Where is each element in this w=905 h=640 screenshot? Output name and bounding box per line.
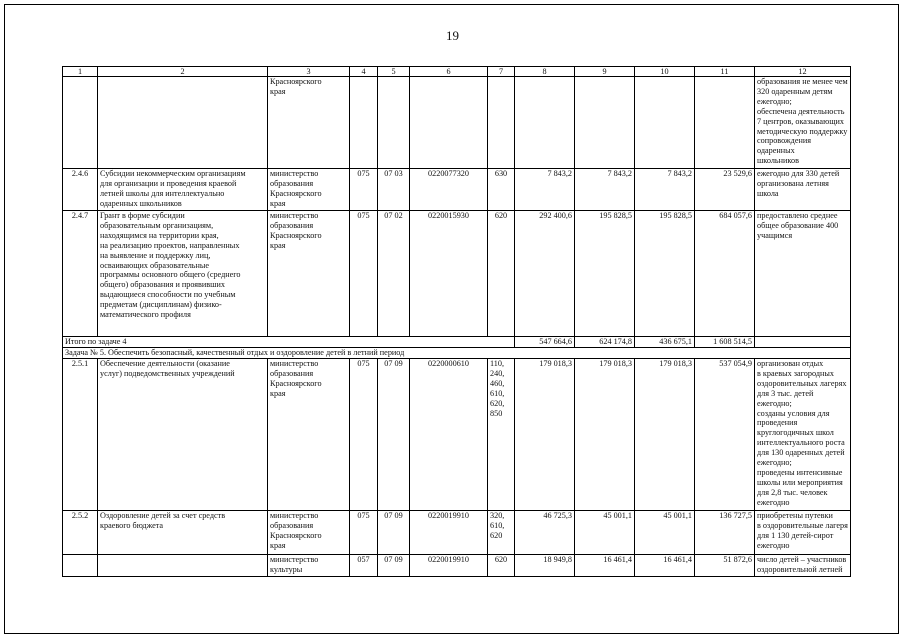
result-cell: предоставлено среднее общее образование 400 учащимся: [755, 211, 851, 337]
year3-amount: 179 018,3: [635, 359, 695, 511]
col-number: 3: [268, 67, 350, 77]
year1-amount: 7 843,2: [515, 169, 575, 211]
col-number: 5: [378, 67, 410, 77]
year1-amount: 18 949,8: [515, 555, 575, 577]
measure-name: Субсидии некоммерческим организациям для организации и проведения краевой летней школы для интеллектуально одаренных школьников: [98, 169, 268, 211]
task-heading-row: [63, 348, 851, 359]
page-number: 19: [446, 28, 459, 43]
year2-amount: 179 018,3: [575, 359, 635, 511]
col-number: 7: [488, 67, 515, 77]
col-number: 4: [350, 67, 378, 77]
year3-amount: 16 461,4: [635, 555, 695, 577]
year1-amount: 547 664,6: [515, 337, 575, 348]
total-amount: 136 727,5: [695, 511, 755, 555]
total-amount: 51 872,6: [695, 555, 755, 577]
measure-name: Грант в форме субсидии образовательным организациям, находящимся на территории края, на реализацию проектов, направленных на выявление и поддержку лиц, осваивающих образовательные программы основного общего (среднего общего) образования и проявивших выдающиеся способности по учебным предметам (дисциплинам) физико- математического профиля: [98, 211, 268, 337]
col-number: 6: [410, 67, 488, 77]
csr-code: 0220015930: [410, 211, 488, 337]
result-cell: организован отдых в краевых загородных оздоровительных лагерях для 3 тыс. детей ежегодно; созданы условия для проведения круглогодичных школ интеллектуального роста для 130 одаренных детей ежегодно; проведены интенсивные школы или мероприятия для 2,8 тыс. человек ежегодно: [755, 359, 851, 511]
executor-cell: министерство культуры: [268, 555, 350, 577]
col-number: 11: [695, 67, 755, 77]
column-numbers-row: [63, 67, 851, 77]
year2-amount: 624 174,8: [575, 337, 635, 348]
vr-code: 630: [488, 169, 515, 211]
rzpr-code: 07 02: [378, 211, 410, 337]
row-number: 2.5.1: [63, 359, 98, 511]
csr-code: 0220000610: [410, 359, 488, 511]
csr-code: 0220077320: [410, 169, 488, 211]
rzpr-code: 07 03: [378, 169, 410, 211]
total-amount: 1 608 514,5: [695, 337, 755, 348]
year2-amount: 7 843,2: [575, 169, 635, 211]
rzpr-code: 07 09: [378, 359, 410, 511]
year2-amount: 195 828,5: [575, 211, 635, 337]
year3-amount: 195 828,5: [635, 211, 695, 337]
col-number: 8: [515, 67, 575, 77]
col-number: 2: [98, 67, 268, 77]
executor-cell: министерство образования Красноярского края: [268, 211, 350, 337]
table-row: [63, 77, 851, 169]
col-number: 1: [63, 67, 98, 77]
csr-code: 0220019910: [410, 555, 488, 577]
result-cell: приобретены путевки в оздоровительные лагеря для 1 130 детей-сирот ежегодно: [755, 511, 851, 555]
year1-amount: 179 018,3: [515, 359, 575, 511]
rzpr-code: 07 09: [378, 511, 410, 555]
total-amount: 537 054,9: [695, 359, 755, 511]
year1-amount: 46 725,3: [515, 511, 575, 555]
executor-cell: Красноярского края: [268, 77, 350, 169]
year3-amount: 7 843,2: [635, 169, 695, 211]
result-cell: число детей – участников оздоровительной летней: [755, 555, 851, 577]
rzpr-code: 07 09: [378, 555, 410, 577]
col-number: 12: [755, 67, 851, 77]
table-row: [63, 511, 851, 555]
vr-code: 110, 240, 460, 610, 620, 850: [488, 359, 515, 511]
col-number: 10: [635, 67, 695, 77]
grbs-code: 075: [350, 211, 378, 337]
year3-amount: 45 001,1: [635, 511, 695, 555]
col-number: 9: [575, 67, 635, 77]
task-heading: Задача № 5. Обеспечить безопасный, качественный отдых и оздоровление детей в летний период: [63, 348, 851, 359]
grbs-code: 075: [350, 359, 378, 511]
year2-amount: 16 461,4: [575, 555, 635, 577]
grbs-code: 057: [350, 555, 378, 577]
subtotal-label: Итого по задаче 4: [63, 337, 515, 348]
executor-cell: министерство образования Красноярского края: [268, 359, 350, 511]
table-row: [63, 555, 851, 577]
row-number: 2.5.2: [63, 511, 98, 555]
measure-name: Оздоровление детей за счет средств краевого бюджета: [98, 511, 268, 555]
vr-code: 620: [488, 555, 515, 577]
table-row: [63, 169, 851, 211]
result-cell: ежегодно для 330 детей организована летняя школа: [755, 169, 851, 211]
executor-cell: министерство образования Красноярского края: [268, 169, 350, 211]
year1-amount: 292 400,6: [515, 211, 575, 337]
measure-name: Обеспечение деятельности (оказание услуг) подведомственных учреждений: [98, 359, 268, 511]
result-cell: образования не менее чем 320 одаренным детям ежегодно; обеспечена деятельность 7 центров, оказывающих методическую поддержку сопровождения одаренных школьников: [755, 77, 851, 169]
budget-table: [62, 66, 851, 577]
vr-code: 320, 610, 620: [488, 511, 515, 555]
table-row: [63, 359, 851, 511]
year3-amount: 436 675,1: [635, 337, 695, 348]
year2-amount: 45 001,1: [575, 511, 635, 555]
table-row: [63, 211, 851, 337]
csr-code: 0220019910: [410, 511, 488, 555]
grbs-code: 075: [350, 511, 378, 555]
vr-code: 620: [488, 211, 515, 337]
total-amount: 23 529,6: [695, 169, 755, 211]
row-number: 2.4.7: [63, 211, 98, 337]
grbs-code: 075: [350, 169, 378, 211]
total-amount: 684 057,6: [695, 211, 755, 337]
executor-cell: министерство образования Красноярского края: [268, 511, 350, 555]
subtotal-row: [63, 337, 851, 348]
row-number: 2.4.6: [63, 169, 98, 211]
